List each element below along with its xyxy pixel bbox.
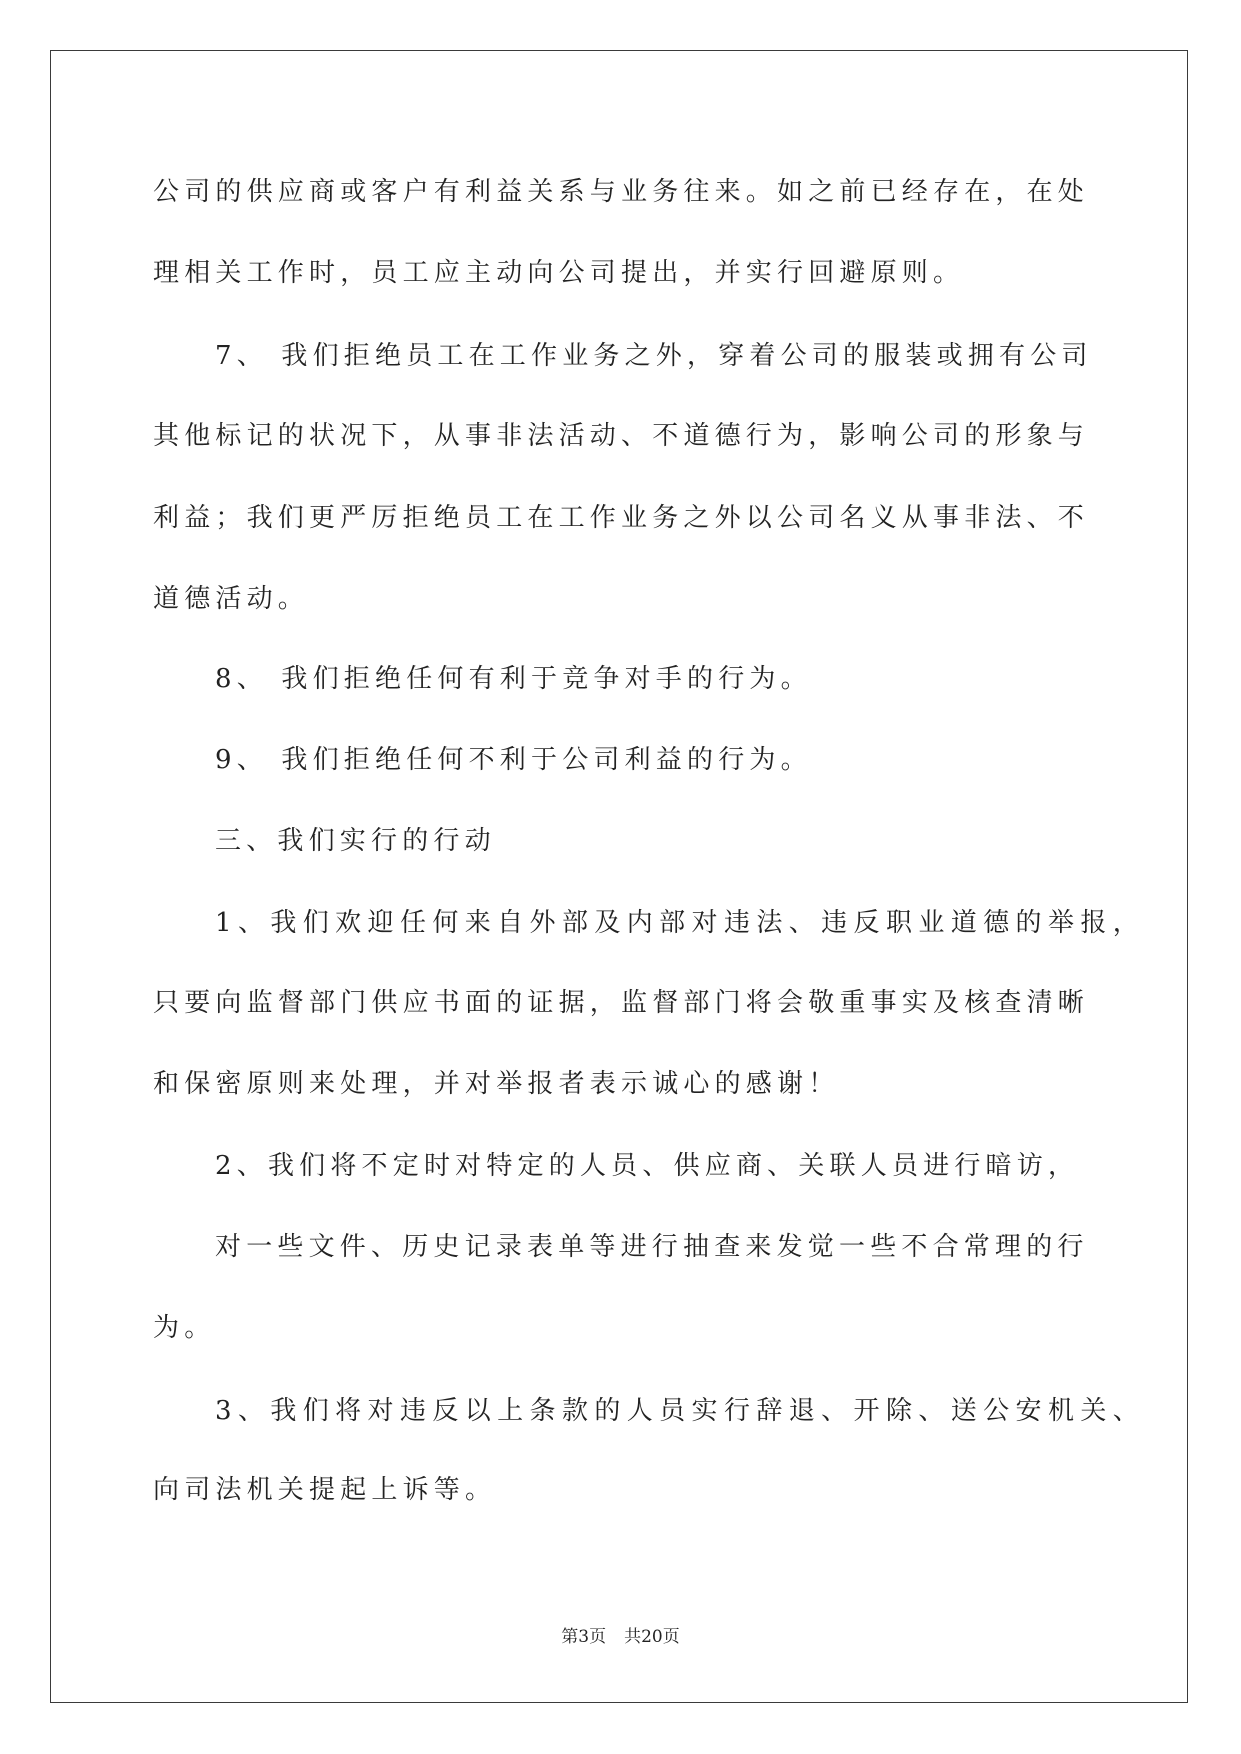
page-border <box>50 50 1188 1703</box>
text-line: 其他标记的状况下，从事非法活动、不道德行为，影响公司的形象与 <box>153 421 1090 451</box>
text-line: 利益；我们更严厉拒绝员工在工作业务之外以公司名义从事非法、不 <box>153 503 1090 533</box>
text-line: 理相关工作时，员工应主动向公司提出，并实行回避原则。 <box>153 258 965 288</box>
text-line: 公司的供应商或客户有利益关系与业务往来。如之前已经存在，在处 <box>153 177 1090 207</box>
text-line: 7、 我们拒绝员工在工作业务之外，穿着公司的服装或拥有公司 <box>215 341 1093 371</box>
text-line: 9、 我们拒绝任何不利于公司利益的行为。 <box>215 745 812 775</box>
text-line: 对一些文件、历史记录表单等进行抽查来发觉一些不合常理的行 <box>215 1232 1089 1262</box>
text-line: 3、我们将对违反以上条款的人员实行辞退、开除、送公安机关、 <box>215 1396 1146 1426</box>
text-line: 为。 <box>153 1313 216 1343</box>
text-line: 向司法机关提起上诉等。 <box>153 1475 497 1505</box>
text-line: 和保密原则来处理，并对举报者表示诚心的感谢！ <box>153 1069 840 1099</box>
text-line: 只要向监督部门供应书面的证据，监督部门将会敬重事实及核查清晰 <box>153 988 1090 1018</box>
current-page-label: 第3页 <box>561 1627 607 1647</box>
text-line: 道德活动。 <box>153 584 310 614</box>
page-footer <box>0 1626 1241 1648</box>
text-line: 1、我们欢迎任何来自外部及内部对违法、违反职业道德的举报， <box>215 908 1146 938</box>
text-line: 2、我们将不定时对特定的人员、供应商、关联人员进行暗访， <box>215 1151 1080 1181</box>
section-heading: 三、我们实行的行动 <box>215 826 496 856</box>
text-line: 8、 我们拒绝任何有利于竞争对手的行为。 <box>215 664 812 694</box>
total-pages-label: 共20页 <box>624 1627 680 1647</box>
